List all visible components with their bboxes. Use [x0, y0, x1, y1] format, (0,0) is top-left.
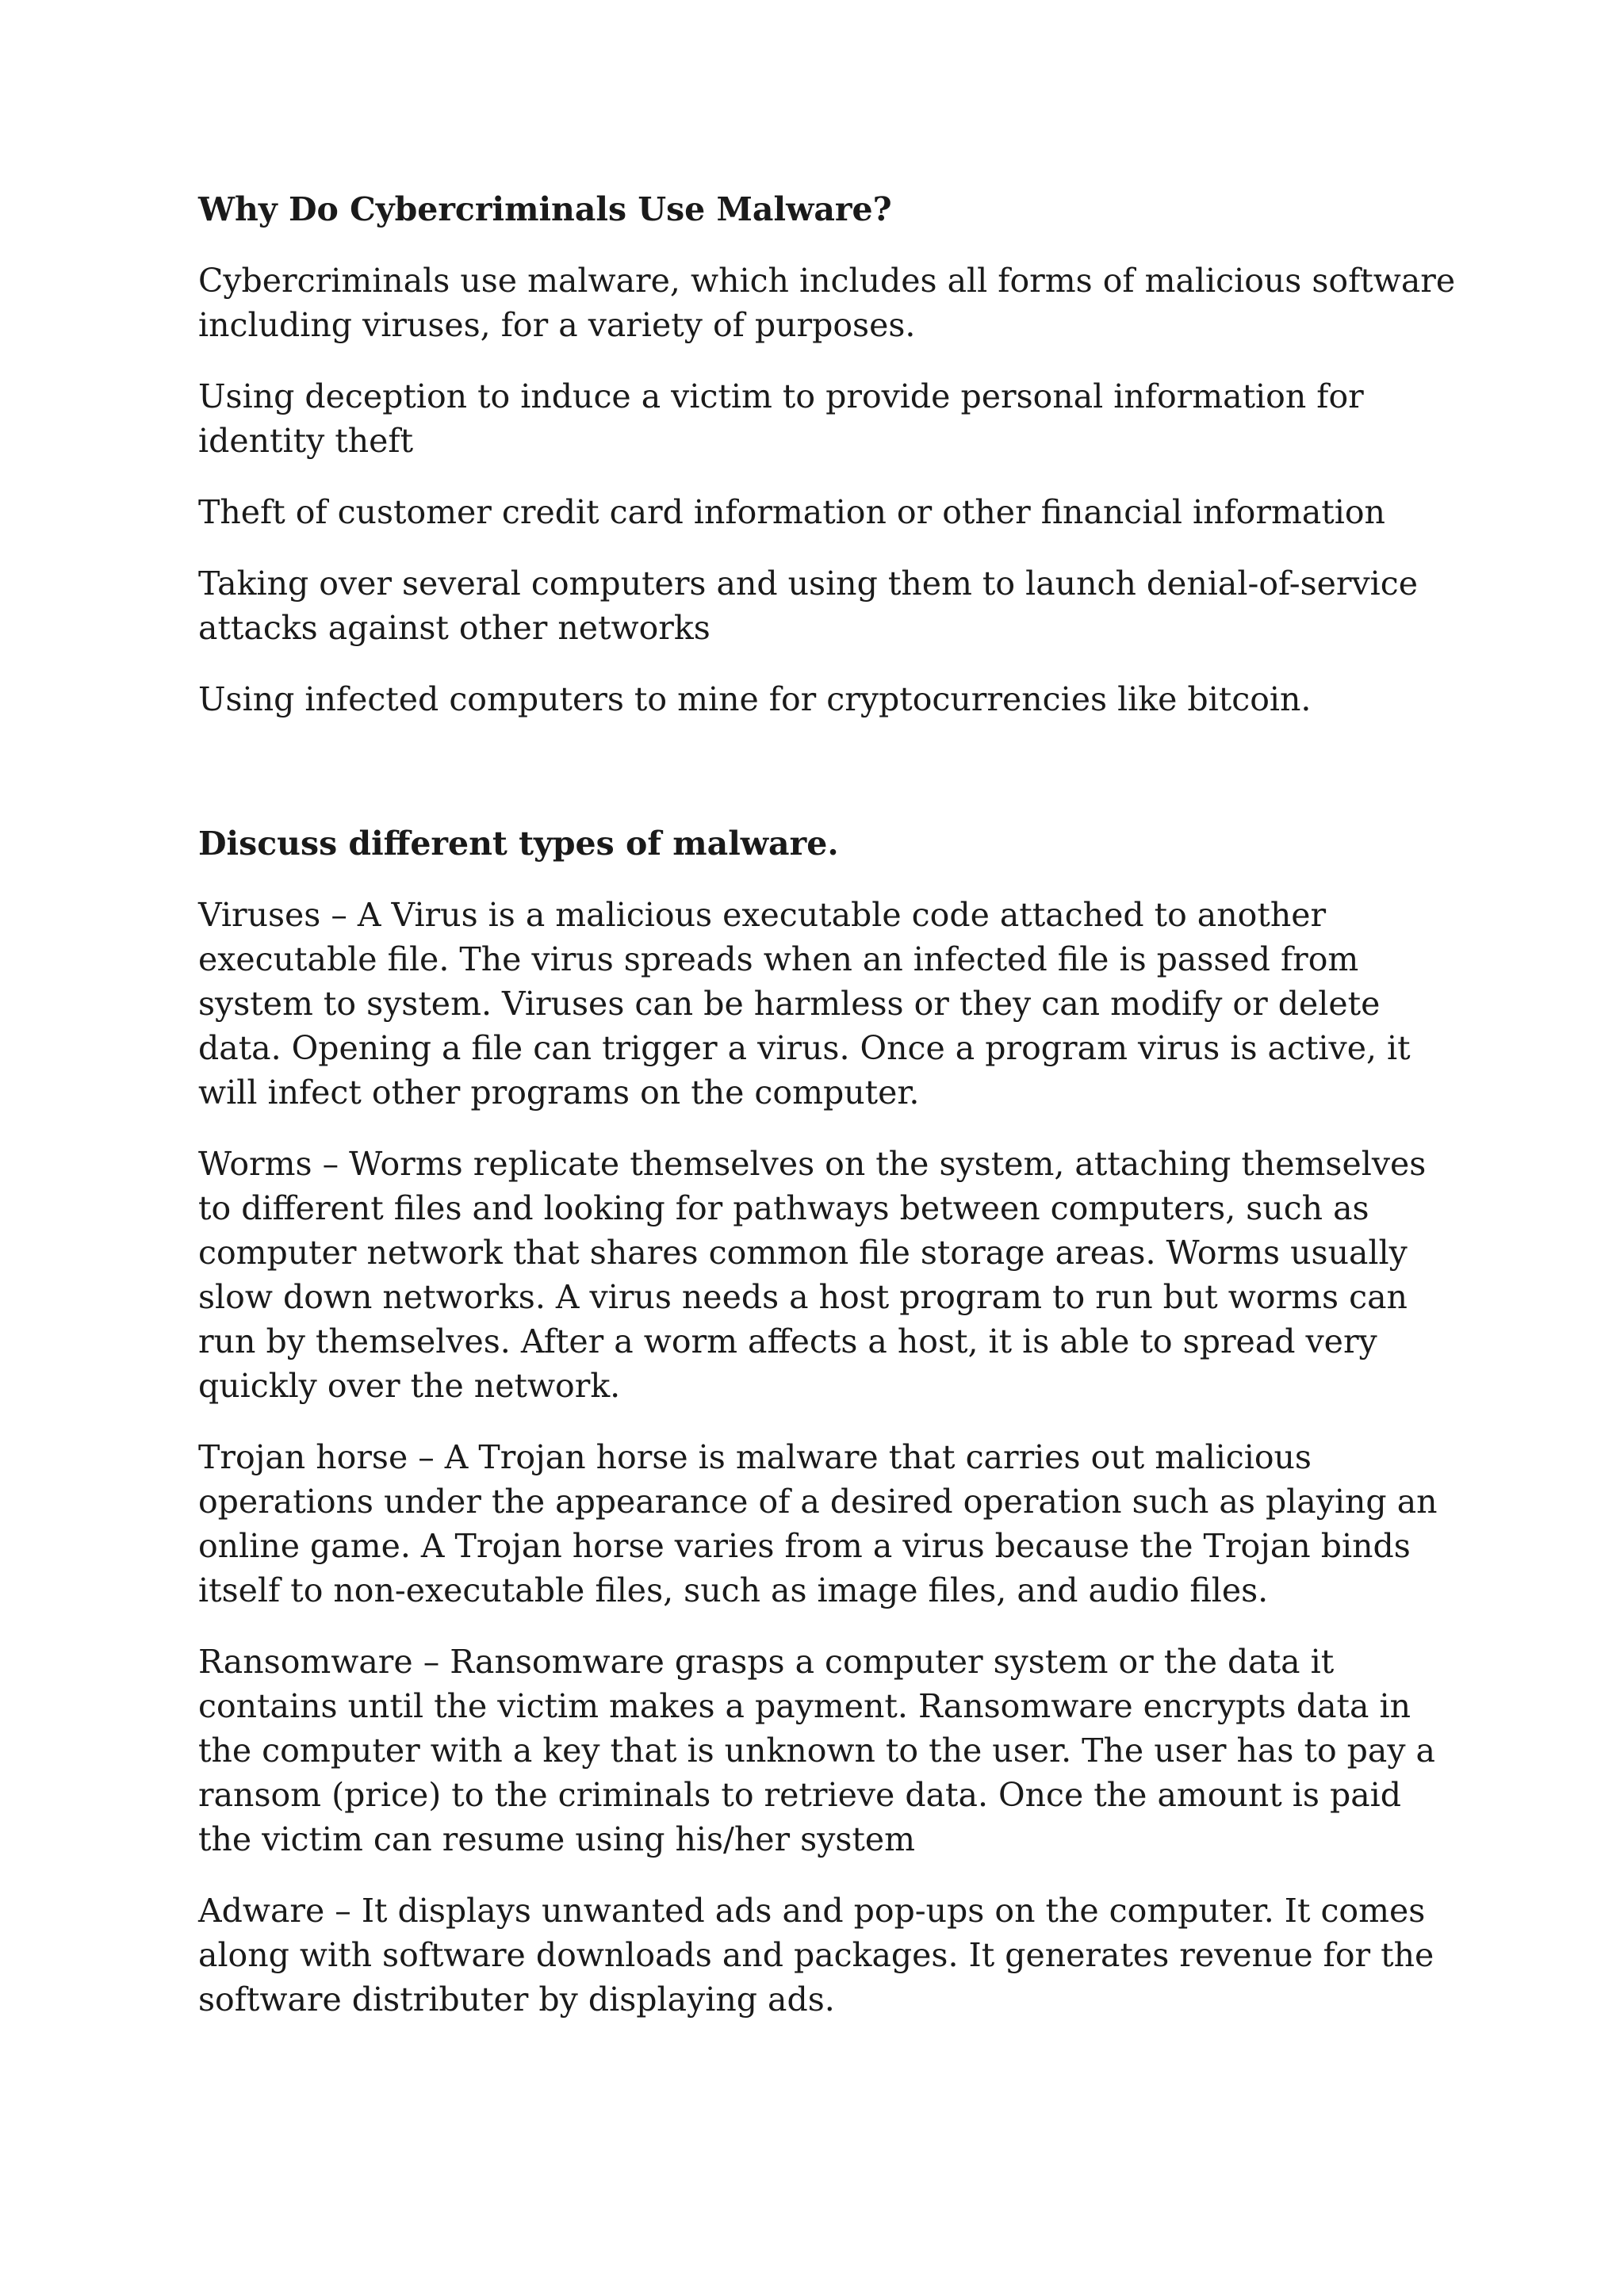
purpose-paragraph: Taking over several computers and using them to launch denial-of-service attacks against other networks	[198, 564, 1418, 647]
malware-type-paragraph-ransomware: Ransomware – Ransomware grasps a computer system or the data it contains until the victim makes a payment. Ransomware encrypts data in the computer with a key that is unknown to the user. The user has to pay a ransom (price) to the criminals to retrieve data. Once the amount is paid the victim can resume using his/her system	[198, 1643, 1436, 1858]
purpose-paragraph: Using deception to induce a victim to provide personal information for identity theft	[198, 377, 1364, 460]
section-heading: Discuss different types of malware.	[198, 825, 839, 863]
malware-type-paragraph-worms: Worms – Worms replicate themselves on the system, attaching themselves to different files and looking for pathways between computers, such as computer network that shares common file storage areas. Worms usually slow down networks. A virus needs a host program to run but worms can run by themselves. After a worm affects a host, it is able to spread very quickly over the network.	[198, 1145, 1427, 1405]
malware-type-paragraph-trojan: Trojan horse – A Trojan horse is malware that carries out malicious operations under the appearance of a desired operation such as playing an online game. A Trojan horse varies from a virus because the Trojan binds itself to non-executable files, such as image files, and audio files.	[198, 1438, 1438, 1609]
purpose-paragraph: Theft of customer credit card information or other financial information	[198, 493, 1385, 531]
malware-type-paragraph-viruses: Viruses – A Virus is a malicious executable code attached to another executable file. The virus spreads when an infected file is passed from system to system. Viruses can be harmless or they can modify or delete data. Opening a file can trigger a virus. Once a program virus is active, it will infect other programs on the computer.	[198, 896, 1411, 1112]
purpose-paragraph: Using infected computers to mine for cryptocurrencies like bitcoin.	[198, 680, 1312, 718]
intro-paragraph: Cybercriminals use malware, which includes all forms of malicious software including viruses, for a variety of purposes.	[198, 262, 1456, 344]
section-malware-types	[198, 821, 1459, 2022]
section-malware-motives	[198, 187, 1459, 721]
section-spacer	[198, 748, 1459, 821]
malware-type-paragraph-adware: Adware – It displays unwanted ads and pop-ups on the computer. It comes along with software downloads and packages. It generates revenue for the software distributer by displaying ads.	[198, 1892, 1434, 2019]
section-heading: Why Do Cybercriminals Use Malware?	[198, 190, 892, 228]
document-page	[198, 187, 1459, 2049]
